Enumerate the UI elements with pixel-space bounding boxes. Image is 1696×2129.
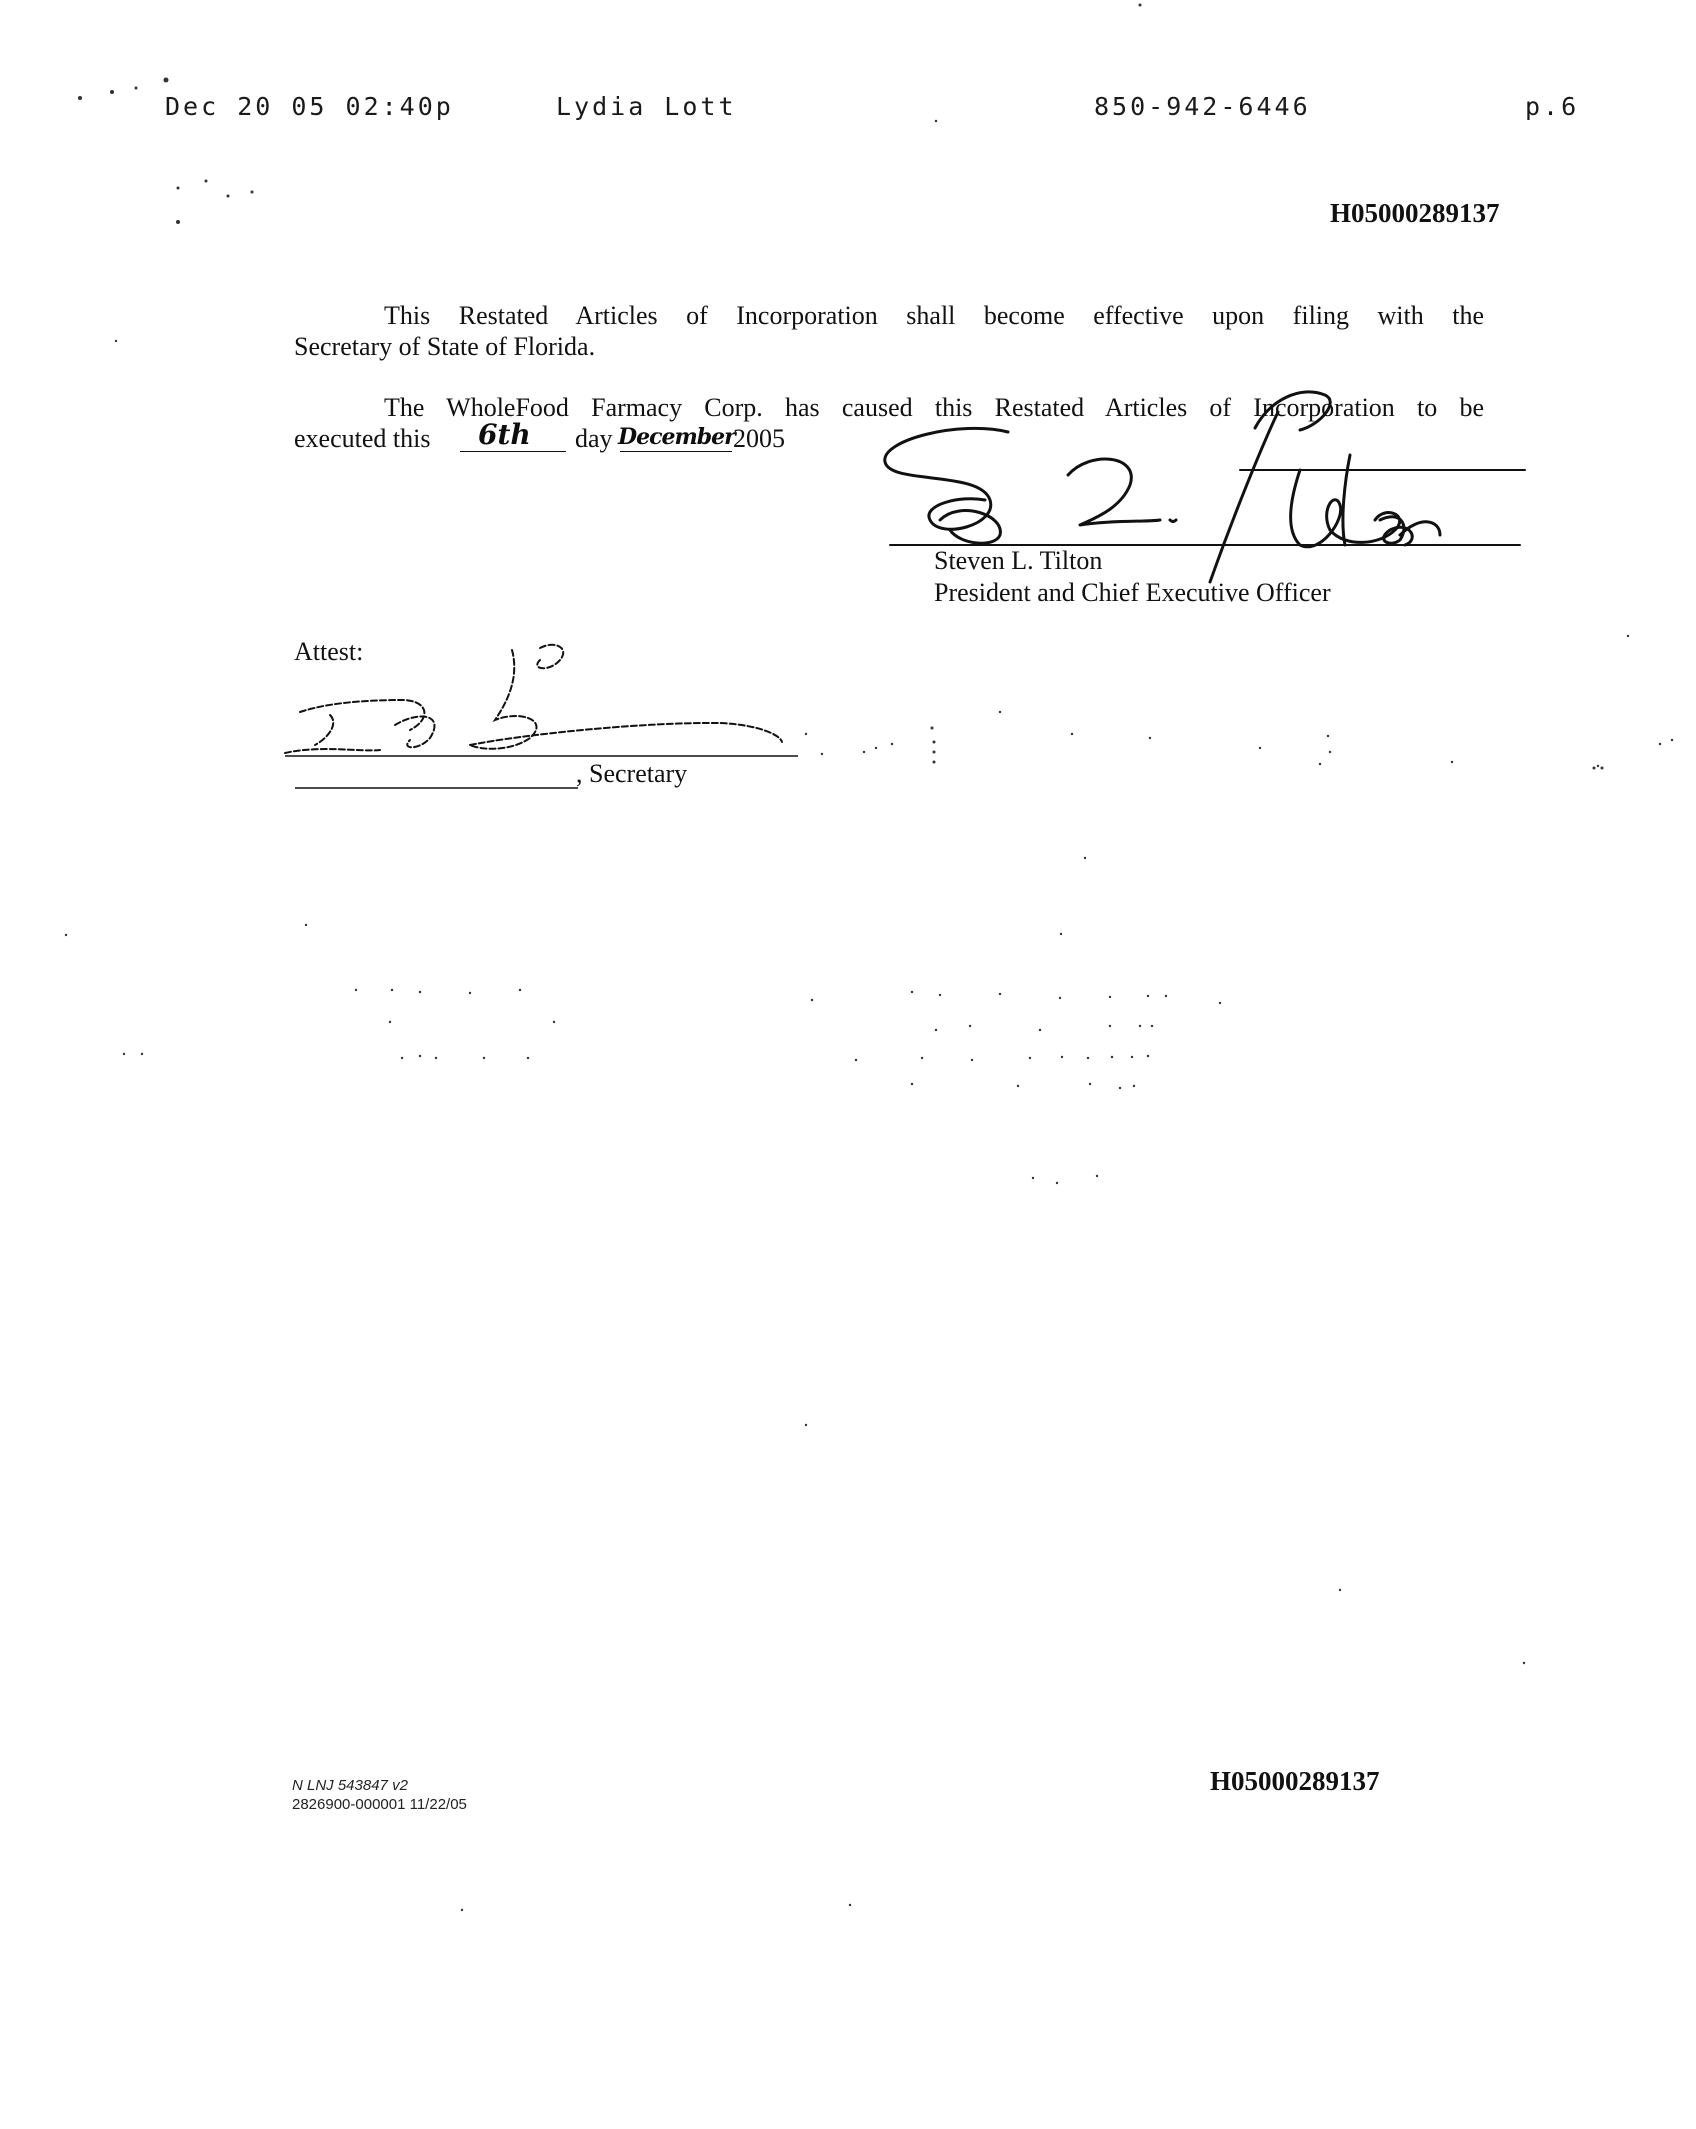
day-handwritten: 6th	[478, 418, 531, 451]
day-word: day	[575, 424, 613, 453]
attest-label: Attest:	[294, 637, 364, 666]
fax-date-time: Dec 20 05 02:40p	[165, 92, 454, 121]
month-handwritten: December	[618, 424, 735, 450]
fax-page-number: p.6	[1525, 92, 1580, 121]
fax-sender: Lydia Lott	[556, 92, 737, 121]
effective-paragraph-line-2: Secretary of State of Florida.	[294, 332, 596, 361]
footer-ref-line-2: 2826900-000001 11/22/05	[292, 1796, 467, 1813]
secretary-role: , Secretary	[576, 759, 688, 788]
document-id-top: H05000289137	[1330, 198, 1500, 228]
executed-paragraph-line-1: The WholeFood Farmacy Corp. has caused this Restated Articles of Incorporation to be	[384, 393, 1484, 422]
effective-paragraph-line-1: This Restated Articles of Incorporation shall become effective upon filing with the	[384, 301, 1484, 330]
year: 2005	[733, 424, 785, 453]
signatory-name: Steven L. Tilton	[934, 546, 1103, 575]
fax-phone: 850-942-6446	[1094, 92, 1311, 121]
executed-prefix: executed this	[294, 424, 431, 453]
document-id-bottom: H05000289137	[1210, 1766, 1380, 1796]
signatory-title: President and Chief Executive Officer	[934, 578, 1331, 607]
footer-ref-line-1: N LNJ 543847 v2	[292, 1777, 408, 1794]
